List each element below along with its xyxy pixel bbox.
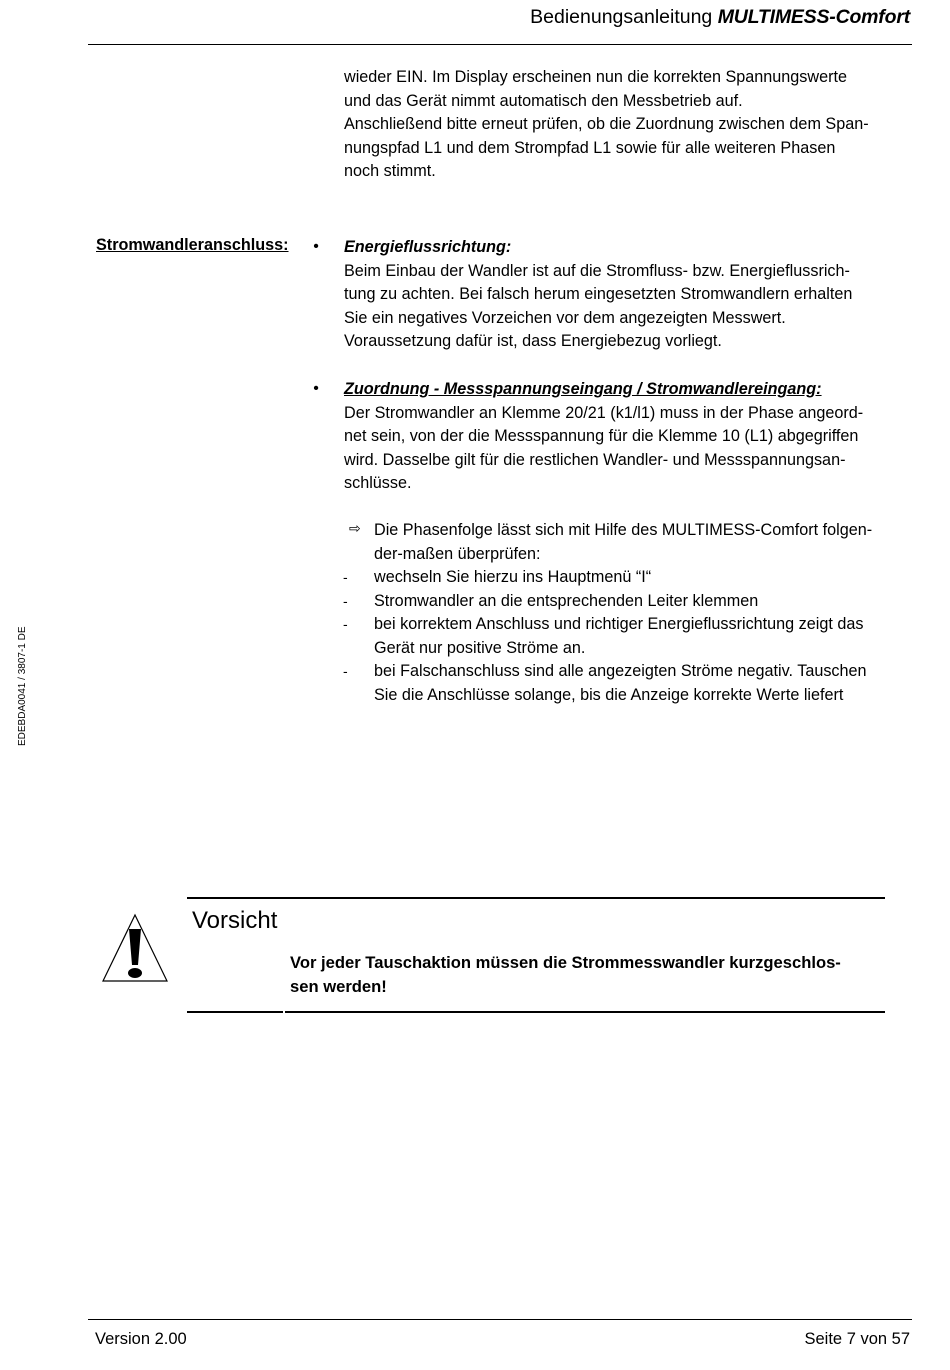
header-rule — [88, 44, 912, 45]
caution-bottom-rule — [187, 1011, 283, 1013]
intro-paragraph — [344, 66, 904, 184]
footer-version: Version 2.00 — [95, 1330, 187, 1348]
text-line: noch stimmt. — [344, 162, 436, 181]
section-label: Stromwandleranschluss: — [96, 236, 289, 254]
text-line: der-maßen überprüfen: — [374, 544, 541, 563]
footer-rule — [88, 1319, 912, 1320]
dash-marker: - — [343, 616, 348, 632]
text-line: sen werden! — [290, 977, 387, 996]
text-line: tung zu achten. Bei falsch herum eingesetzten Stromwandlern erhalten — [344, 285, 853, 304]
phase-check-intro — [374, 519, 914, 566]
caution-top-rule — [187, 897, 885, 899]
bullet-marker: • — [313, 238, 319, 255]
bullet-marker: • — [313, 380, 319, 397]
text-line: Sie ein negatives Vorzeichen vor dem angezeigten Messwert. — [344, 308, 786, 327]
text-line: Der Stromwandler an Klemme 20/21 (k1/l1) muss in der Phase angeord- — [344, 403, 864, 422]
text-line: nungspfad L1 und dem Strompfad L1 sowie für alle weiteren Phasen — [344, 138, 836, 157]
text-line: Anschließend bitte erneut prüfen, ob die Zuordnung zwischen dem Span- — [344, 115, 869, 134]
text-line: Gerät nur positive Ströme an. — [374, 638, 586, 657]
list-item — [374, 660, 914, 707]
caution-bottom-rule — [285, 1011, 885, 1013]
bullet-item-zuordnung — [344, 378, 904, 496]
bullet-heading: Energieflussrichtung: — [344, 238, 512, 256]
text-line: schlüsse. — [344, 474, 412, 493]
page-header-title — [530, 6, 910, 29]
dash-marker: - — [343, 593, 348, 609]
text-line: Sie die Anschlüsse solange, bis die Anzeige korrekte Werte liefert — [374, 685, 844, 704]
header-brand: MULTIMESS-Comfort — [717, 6, 910, 28]
text-line: Voraussetzung dafür ist, dass Energiebezug vorliegt. — [344, 332, 722, 351]
bullet-item-energieflussrichtung — [344, 236, 904, 354]
text-line: wird. Dasselbe gilt für die restlichen Wandler- und Messspannungsan- — [344, 450, 846, 469]
dash-marker: - — [343, 569, 348, 585]
text-line: Die Phasenfolge lässt sich mit Hilfe des MULTIMESS-Comfort folgen- — [374, 521, 873, 539]
text-line: Vor jeder Tauschaktion müssen die Strommesswandler kurzgeschlos- — [290, 953, 841, 972]
caution-text — [290, 951, 841, 999]
text-line: und das Gerät nimmt automatisch den Messbetrieb auf. — [344, 91, 743, 110]
text-line: wieder EIN. Im Display erscheinen nun die korrekten Spannungswerte — [344, 68, 847, 86]
list-item — [374, 590, 914, 614]
text-line: bei Falschanschluss sind alle angezeigten Ströme negativ. Tauschen — [374, 662, 867, 680]
list-item — [374, 566, 914, 590]
document-code: EDEBDA0041 / 3807-1 DE — [17, 626, 28, 746]
footer-page-number: Seite 7 von 57 — [804, 1330, 910, 1348]
text-line: net sein, von der die Messspannung für die Klemme 10 (L1) abgegriffen — [344, 427, 859, 446]
text-line: Beim Einbau der Wandler ist auf die Stromfluss- bzw. Energieflussrich- — [344, 261, 850, 280]
text-line: Stromwandler an die entsprechenden Leiter klemmen — [374, 592, 759, 610]
text-line: bei korrektem Anschluss und richtiger Energieflussrichtung zeigt das — [374, 615, 864, 633]
warning-triangle-icon — [101, 913, 169, 983]
arrow-right-icon: ⇨ — [349, 520, 361, 536]
text-line: wechseln Sie hierzu ins Hauptmenü “I“ — [374, 568, 652, 586]
caution-title: Vorsicht — [192, 907, 278, 934]
header-title-prefix: Bedienungsanleitung — [530, 6, 713, 28]
list-item — [374, 613, 914, 660]
bullet-heading: Zuordnung - Messspannungseingang / Stromwandlereingang: — [344, 380, 822, 398]
dash-marker: - — [343, 663, 348, 679]
